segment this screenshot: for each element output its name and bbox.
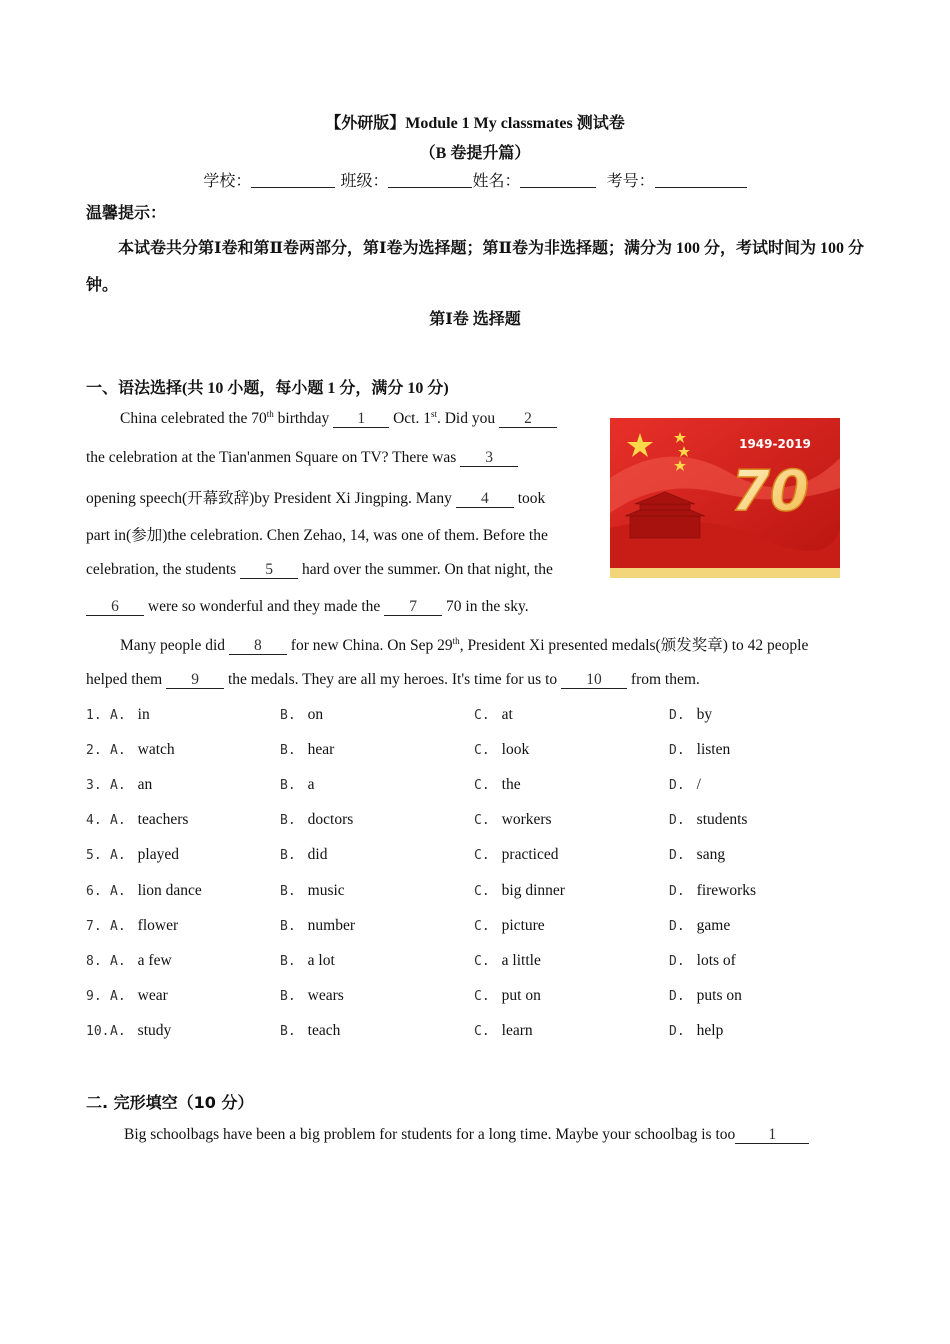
option-text: lion dance (137, 881, 202, 899)
question-number: 4. (86, 813, 102, 829)
option-letter: A. (110, 1023, 126, 1039)
option-letter: C. (474, 988, 490, 1004)
passage-line-5: celebration, the students 5 hard over the summer. On that night, the (86, 561, 553, 578)
id-label: 考号： (606, 171, 655, 190)
option-c[interactable] (474, 811, 552, 829)
option-letter: D. (669, 953, 685, 969)
option-d[interactable] (669, 882, 756, 900)
option-d[interactable] (669, 917, 730, 935)
option-text: game (696, 916, 731, 934)
tip-heading: 温馨提示： (86, 205, 167, 222)
option-a[interactable] (110, 776, 152, 794)
class-label: 班级： (340, 171, 389, 190)
option-text: look (501, 741, 530, 759)
passage-line-3: opening speech(开幕致辞)by President Xi Jingping. Many 4 took (86, 490, 546, 507)
option-d[interactable] (669, 952, 736, 970)
option-text: played (137, 846, 179, 864)
option-letter: D. (669, 743, 685, 759)
option-letter: D. (669, 883, 685, 899)
option-letter: C. (474, 953, 490, 969)
option-text: practiced (501, 846, 559, 864)
question-number: 2. (86, 743, 102, 759)
option-letter: B. (280, 1023, 296, 1039)
school-label: 学校： (203, 171, 252, 190)
option-text: hear (307, 741, 335, 759)
option-letter: C. (474, 918, 490, 934)
option-text: teach (307, 1021, 341, 1039)
image-years: 1949-2019 (739, 437, 811, 451)
name-field[interactable] (520, 171, 596, 188)
option-letter: B. (280, 988, 296, 1004)
option-b[interactable] (280, 1022, 340, 1040)
option-text: picture (501, 916, 545, 934)
option-text: a few (137, 951, 172, 969)
option-c[interactable] (474, 706, 513, 724)
page-title: 【外研版】Module 1 My classmates 测试卷 (325, 115, 625, 132)
option-c[interactable] (474, 1022, 533, 1040)
option-b[interactable] (280, 776, 315, 794)
question-number: 1. (86, 708, 102, 723)
option-text: by (696, 706, 713, 723)
option-text: a lot (307, 951, 335, 969)
option-b[interactable] (280, 882, 345, 900)
option-letter: B. (280, 743, 296, 759)
option-letter: A. (110, 813, 126, 829)
option-letter: A. (110, 848, 126, 864)
option-letter: B. (280, 953, 296, 969)
page-subtitle: （B 卷提升篇） (419, 145, 531, 162)
name-label: 姓名： (472, 171, 521, 190)
option-b[interactable] (280, 811, 353, 829)
option-text: big dinner (501, 881, 565, 899)
option-text: / (696, 776, 701, 794)
option-d[interactable] (669, 1022, 723, 1040)
option-letter: D. (669, 918, 685, 934)
blank-4[interactable]: 4 (456, 491, 514, 508)
option-text: lots of (696, 951, 736, 969)
section2-line: Big schoolbags have been a big problem for students for a long time. Maybe your schoolbag is too 1 (124, 1126, 809, 1144)
question-number: 5. (86, 848, 102, 864)
option-text: music (307, 881, 345, 899)
cloze-blank-1[interactable]: 1 (735, 1127, 809, 1144)
option-letter: A. (110, 743, 126, 759)
option-letter: D. (669, 778, 685, 794)
school-field[interactable] (251, 171, 335, 188)
option-text: study (137, 1021, 172, 1039)
option-a[interactable] (110, 952, 172, 970)
passage-line-6: 6 were so wonderful and they made the 7 70 in the sky. (86, 598, 529, 616)
option-text: wears (307, 986, 344, 1004)
option-letter: B. (280, 848, 296, 864)
option-a[interactable] (110, 987, 168, 1005)
question-number: 3. (86, 778, 102, 794)
blank-6[interactable]: 6 (86, 599, 144, 616)
passage-line-8: helped them 9 the medals. They are all my heroes. It's time for us to 10 from them. (86, 671, 700, 688)
option-letter: B. (280, 813, 296, 829)
option-text: in (137, 706, 150, 723)
option-letter: A. (110, 708, 126, 723)
option-a[interactable] (110, 882, 202, 900)
option-letter: B. (280, 883, 296, 899)
option-letter: B. (280, 918, 296, 934)
section2-title: 二. 完形填空（10 分） (86, 1093, 254, 1112)
option-text: help (696, 1021, 724, 1039)
option-text: the (501, 776, 521, 794)
option-c[interactable] (474, 987, 541, 1005)
option-letter: C. (474, 1023, 490, 1039)
question-number: 10. (86, 1023, 110, 1039)
option-letter: A. (110, 988, 126, 1004)
option-letter: C. (474, 848, 490, 864)
option-b[interactable] (280, 741, 334, 759)
option-b[interactable] (280, 917, 355, 935)
option-d[interactable] (669, 987, 742, 1005)
option-letter: D. (669, 988, 685, 1004)
passage-line-4: part in(参加)the celebration. Chen Zehao, 14, was one of them. Before the (86, 527, 548, 544)
option-text: listen (696, 741, 731, 759)
option-letter: C. (474, 708, 490, 723)
option-b[interactable] (280, 987, 344, 1005)
option-text: number (307, 916, 356, 934)
option-d[interactable] (669, 741, 730, 759)
celebration-70-image (610, 418, 840, 578)
option-letter: A. (110, 883, 126, 899)
blank-1[interactable]: 1 (333, 411, 389, 428)
blank-9[interactable]: 9 (166, 672, 224, 689)
option-letter: B. (280, 778, 296, 794)
blank-3[interactable]: 3 (460, 450, 518, 467)
option-letter: C. (474, 778, 490, 794)
option-c[interactable] (474, 846, 558, 864)
option-d[interactable] (669, 706, 712, 724)
option-text: puts on (696, 986, 742, 1004)
option-text: flower (137, 916, 179, 934)
option-b[interactable] (280, 846, 327, 864)
blank-5[interactable]: 5 (240, 562, 298, 579)
option-letter: D. (669, 813, 685, 829)
option-a[interactable] (110, 1022, 171, 1040)
option-letter: C. (474, 883, 490, 899)
blank-10[interactable]: 10 (561, 672, 627, 689)
option-a[interactable] (110, 706, 150, 724)
option-letter: D. (669, 1023, 685, 1039)
id-field[interactable] (655, 171, 747, 188)
passage-line-7: Many people did 8 for new China. On Sep 29th, President Xi presented medals(颁发奖章) to 42 people (120, 636, 809, 654)
option-letter: D. (669, 708, 685, 723)
option-text: watch (137, 741, 175, 759)
image-number: 70 (731, 459, 809, 524)
option-d[interactable] (669, 811, 747, 829)
option-text: sang (696, 846, 726, 864)
question-number: 6. (86, 883, 102, 899)
option-text: put on (501, 986, 541, 1004)
option-text: a little (501, 951, 541, 969)
option-letter: B. (280, 708, 296, 723)
option-text: on (307, 706, 324, 723)
blank-7[interactable]: 7 (384, 599, 442, 616)
passage-line-2: the celebration at the Tian'anmen Square on TV? There was 3 (86, 449, 518, 467)
option-a[interactable] (110, 811, 188, 829)
option-d[interactable] (669, 776, 701, 794)
option-letter: A. (110, 953, 126, 969)
option-text: did (307, 846, 328, 864)
option-letter: D. (669, 848, 685, 864)
option-b[interactable] (280, 706, 323, 724)
option-text: wear (137, 986, 168, 1004)
question-number: 7. (86, 918, 102, 934)
option-letter: A. (110, 778, 126, 794)
option-text: workers (501, 811, 552, 829)
option-text: a (307, 776, 315, 794)
blank-8[interactable]: 8 (229, 638, 287, 655)
option-letter: C. (474, 813, 490, 829)
option-text: students (696, 811, 748, 829)
class-field[interactable] (388, 171, 472, 188)
option-c[interactable] (474, 917, 545, 935)
tip-body: 本试卷共分第Ⅰ卷和第Ⅱ卷两部分，第Ⅰ卷为选择题；第Ⅱ卷为非选择题；满分为 100 分，考试时间为 100 分钟。 (86, 240, 864, 294)
blank-2[interactable]: 2 (499, 411, 557, 428)
option-letter: A. (110, 918, 126, 934)
option-letter: C. (474, 743, 490, 759)
option-c[interactable] (474, 776, 521, 794)
option-text: at (501, 706, 513, 723)
option-a[interactable] (110, 917, 178, 935)
option-text: learn (501, 1021, 533, 1039)
section1-title: 一、语法选择(共 10 小题，每小题 1 分，满分 10 分) (86, 380, 449, 397)
option-c[interactable] (474, 741, 529, 759)
option-text: teachers (137, 811, 189, 829)
part1-title: 第Ⅰ卷 选择题 (429, 311, 521, 328)
option-text: doctors (307, 811, 354, 829)
option-text: an (137, 776, 153, 794)
option-b[interactable] (280, 952, 335, 970)
option-a[interactable] (110, 846, 179, 864)
option-c[interactable] (474, 882, 565, 900)
option-text: fireworks (696, 881, 757, 899)
question-number: 8. (86, 953, 102, 969)
passage-line-1: China celebrated the 70th birthday 1 Oct. 1st. Did you 2 (120, 410, 557, 428)
option-c[interactable] (474, 952, 541, 970)
student-info-row (0, 168, 950, 191)
question-number: 9. (86, 988, 102, 1004)
option-d[interactable] (669, 846, 725, 864)
option-a[interactable] (110, 741, 175, 759)
